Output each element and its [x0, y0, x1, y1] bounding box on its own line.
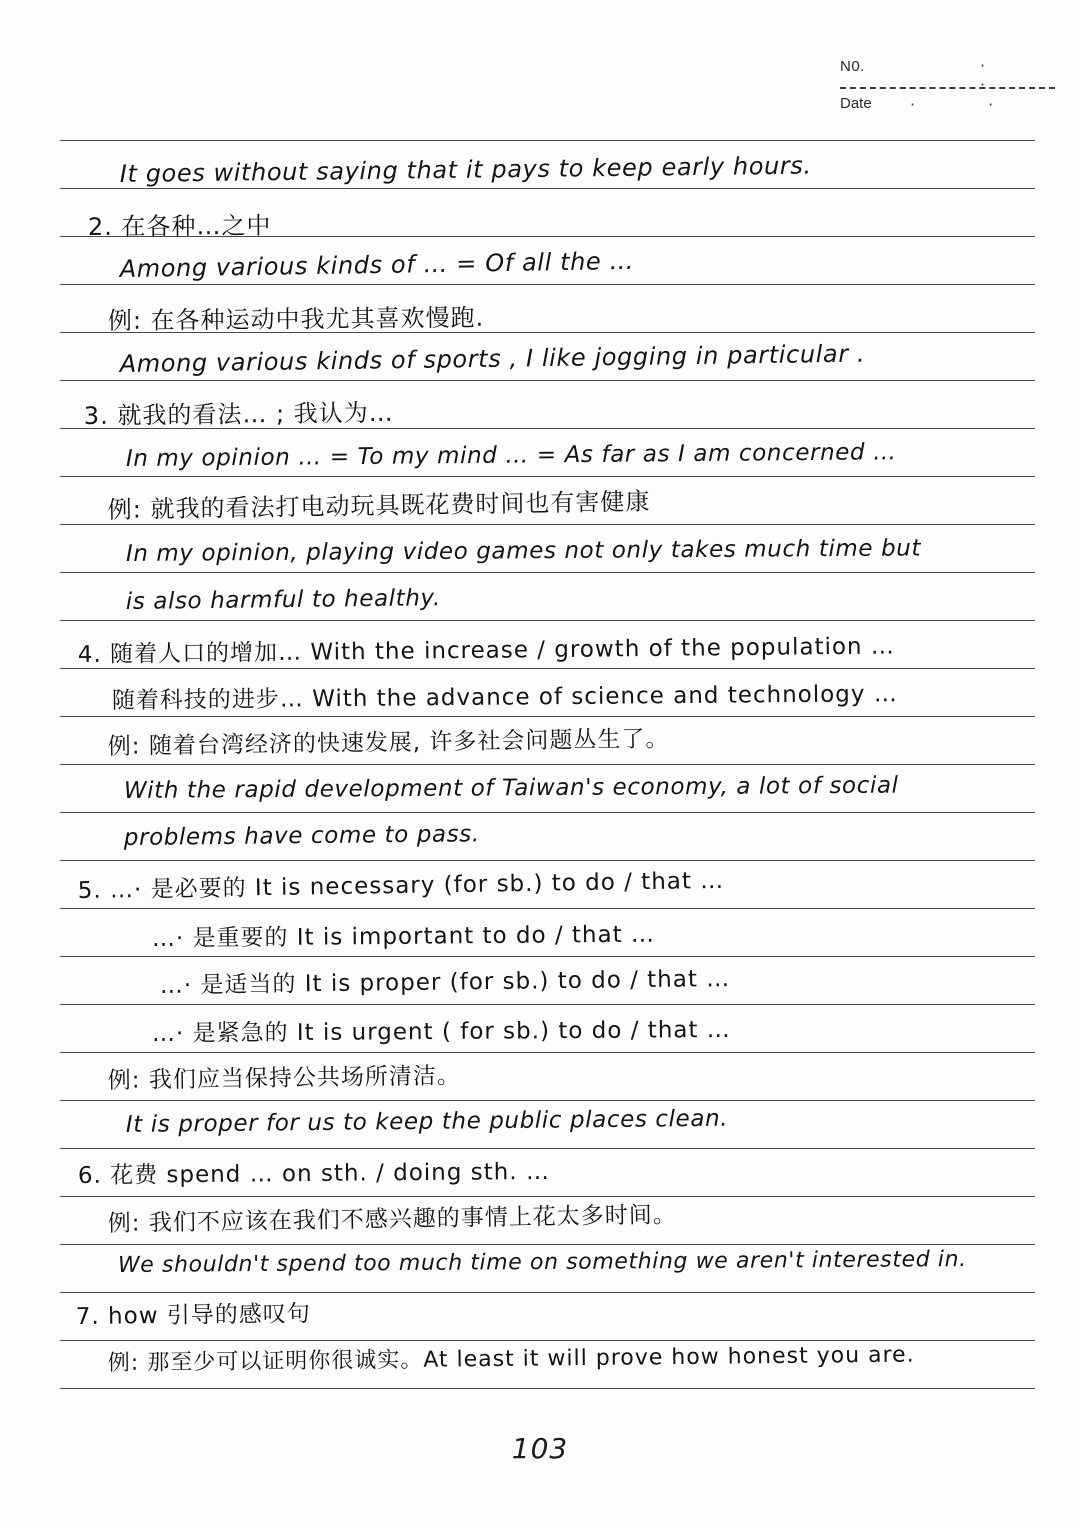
note-line: 例: 随着台湾经济的快速发展, 许多社会问题丛生了。 [107, 726, 670, 761]
note-line: 2. 在各种…之中 [87, 211, 272, 242]
note-line: 5. …· 是必要的 It is necessary (for sb.) to do / that … [77, 867, 725, 905]
note-line: We shouldn't spend too much time on something we aren't interested in. [117, 1247, 967, 1278]
note-line: In my opinion, playing video games not only takes much time but [125, 535, 922, 567]
note-line: 随着科技的进步… With the advance of science and technology … [111, 681, 898, 715]
note-line: Among various kinds of sports , I like jogging in particular . [119, 339, 866, 378]
note-line: 例: 我们应当保持公共场所清洁。 [107, 1063, 462, 1095]
note-line: …· 是重要的 It is important to do / that … [151, 921, 656, 953]
note-line: Among various kinds of … = Of all the … [119, 246, 635, 283]
note-line: It is proper for us to keep the public places clean. [125, 1105, 729, 1138]
note-line: 例: 在各种运动中我尤其喜欢慢跑. [107, 303, 485, 336]
note-line: With the rapid development of Taiwan's economy, a lot of social [123, 772, 899, 804]
note-line: 例: 我们不应该在我们不感兴趣的事情上花太多时间。 [107, 1202, 677, 1238]
note-line: 3. 就我的看法… ; 我认为… [83, 398, 394, 431]
note-line: In my opinion … = To my mind … = As far as I am concerned … [125, 439, 897, 472]
no-dots: · · [980, 56, 1020, 94]
page-number: 103 [511, 1432, 569, 1465]
note-line: 6. 花费 spend … on sth. / doing sth. … [77, 1158, 551, 1189]
note-line: …· 是适当的 It is proper (for sb.) to do / that … [159, 966, 731, 1000]
note-line: is also harmful to healthy. [125, 585, 441, 615]
no-label: N0. [840, 58, 865, 75]
note-line: 4. 随着人口的增加… With the increase / growth of the population … [77, 633, 895, 669]
date-label: Date [840, 95, 872, 112]
note-line: It goes without saying that it pays to keep early hours. [119, 151, 812, 188]
date-dots: · · [910, 95, 1028, 114]
note-line: …· 是紧急的 It is urgent ( for sb.) to do / that … [151, 1016, 731, 1047]
note-line: 例: 那至少可以证明你很诚实。At least it will prove how honest you are. [107, 1342, 915, 1376]
note-line: 7. how 引导的感叹句 [75, 1301, 312, 1331]
note-line: 例: 就我的看法打电动玩具既花费时间也有害健康 [107, 487, 651, 525]
note-line: problems have come to pass. [123, 821, 480, 851]
